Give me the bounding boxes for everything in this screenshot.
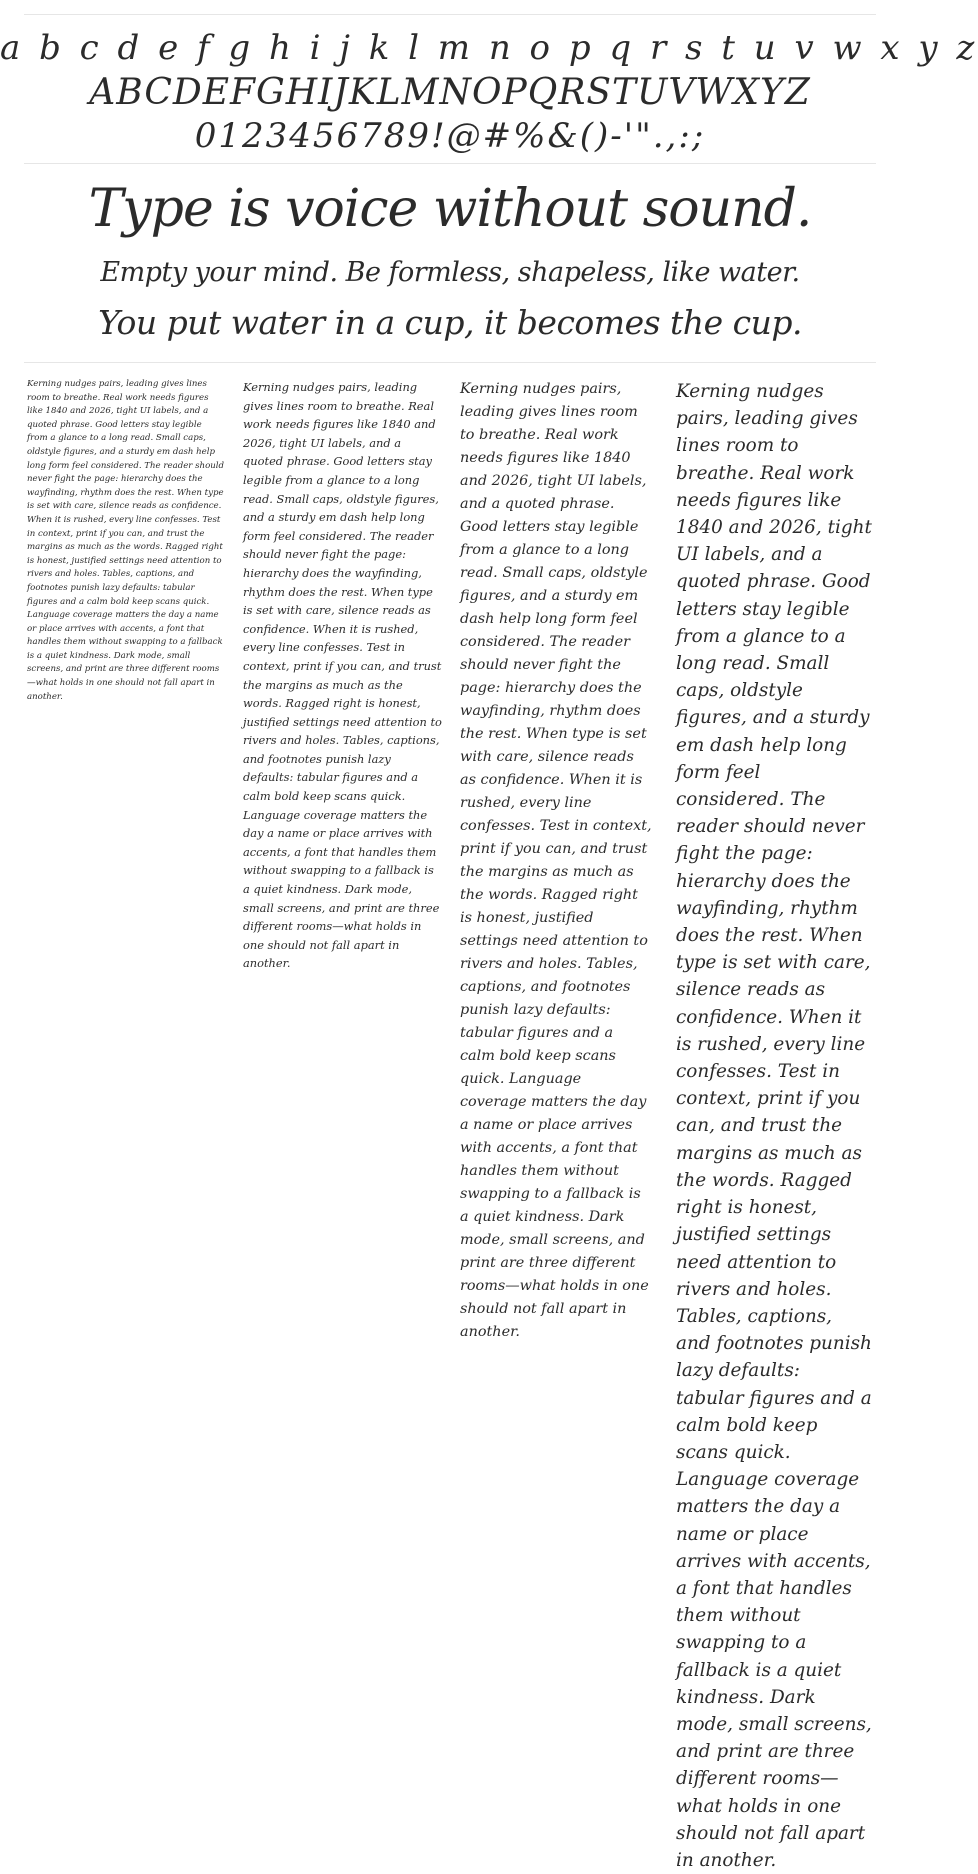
sample-line-medium: Empty your mind. Be formless, shapeless, like water. [100,257,800,288]
paragraph-column-large: Kerning nudges pairs, leading gives lines room to breathe. Real work needs figures like 1840 and 2026, tight UI labels, and a quoted phrase. Good letters stay legible from a glance to a long read. Small caps, oldstyle figures, and a sturdy em dash help long form feel considered. The reader should never fight the page: hierarchy does the wayfinding, rhythm does the rest. When type is set with care, silence reads as confidence. When it is rushed, every line confesses. Test in context, print if you can, and trust the margins as much as the words. Ragged right is honest, justified settings need attention to rivers and holes. Tables, captions, and footnotes punish lazy defaults: tabular figures and a calm bold keep scans quick. Language coverage matters the day a name or place arrives with accents, a font that handles them without swapping to a fallback is a quiet kindness. Dark mode, small screens, and print are three different rooms—what holds in one should not fall apart in another. [460,381,652,1340]
paragraph-column-medium: Kerning nudges pairs, leading gives lines room to breathe. Real work needs figures like 1840 and 2026, tight UI labels, and a quoted phrase. Good letters stay legible from a glance to a long read. Small caps, oldstyle figures, and a sturdy em dash help long form feel considered. The reader should never fight the page: hierarchy does the wayfinding, rhythm does the rest. When type is set with care, silence reads as confidence. When it is rushed, every line confesses. Test in context, print if you can, and trust the margins as much as the words. Ragged right is honest, justified settings need attention to rivers and holes. Tables, captions, and footnotes punish lazy defaults: tabular figures and a calm bold keep scans quick. Language coverage matters the day a name or place arrives with accents, a font that handles them without swapping to a fallback is a quiet kindness. Dark mode, small screens, and print are three different rooms—what holds in one should not fall apart in another. [243,380,442,971]
sample-line-large: Type is voice without sound. [88,179,812,239]
paragraph-column-small: Kerning nudges pairs, leading gives lines room to breathe. Real work needs figures like 1840 and 2026, tight UI labels, and a quoted phrase. Good letters stay legible from a glance to a long read. Small caps, oldstyle figures, and a sturdy em dash help long form feel considered. The reader should never fight the page: hierarchy does the wayfinding, rhythm does the rest. When type is set with care, silence reads as confidence. When it is rushed, every line confesses. Test in context, print if you can, and trust the margins as much as the words. Ragged right is honest, justified settings need attention to rivers and holes. Tables, captions, and footnotes punish lazy defaults: tabular figures and a calm bold keep scans quick. Language coverage matters the day a name or place arrives with accents, a font that handles them without swapping to a fallback is a quiet kindness. Dark mode, small screens, and print are three different rooms—what holds in one should not fall apart in another. [27,379,225,702]
glyph-divider [24,163,876,164]
sample-line-medium-large: You put water in a cup, it becomes the cup. [98,303,802,342]
uppercase-glyph-row: ABCDEFGHIJKLMNOPQRSTUVWXYZ [89,72,811,113]
lowercase-glyph-row: a b c d e f g h i j k l m n o p q r s t u v w x y z [0,28,978,68]
paragraph-column-xlarge: Kerning nudges pairs, leading gives lines room to breathe. Real work needs figures like 1840 and 2026, tight UI labels, and a quoted phrase. Good letters stay legible from a glance to a long read. Small caps, oldstyle figures, and a sturdy em dash help long form feel considered. The reader should never fight the page: hierarchy does the wayfinding, rhythm does the rest. When type is set with care, silence reads as confidence. When it is rushed, every line confesses. Test in context, print if you can, and trust the margins as much as the words. Ragged right is honest, justified settings need attention to rivers and holes. Tables, captions, and footnotes punish lazy defaults: tabular figures and a calm bold keep scans quick. Language coverage matters the day a name or place arrives with accents, a font that handles them without swapping to a fallback is a quiet kindness. Dark mode, small screens, and print are three different rooms—what holds in one should not fall apart in another. [676,381,872,1871]
top-divider [24,14,876,15]
numerals-punctuation-row: 0123456789!@#%&()-'".,:; [194,116,706,156]
sample-divider [24,362,876,363]
